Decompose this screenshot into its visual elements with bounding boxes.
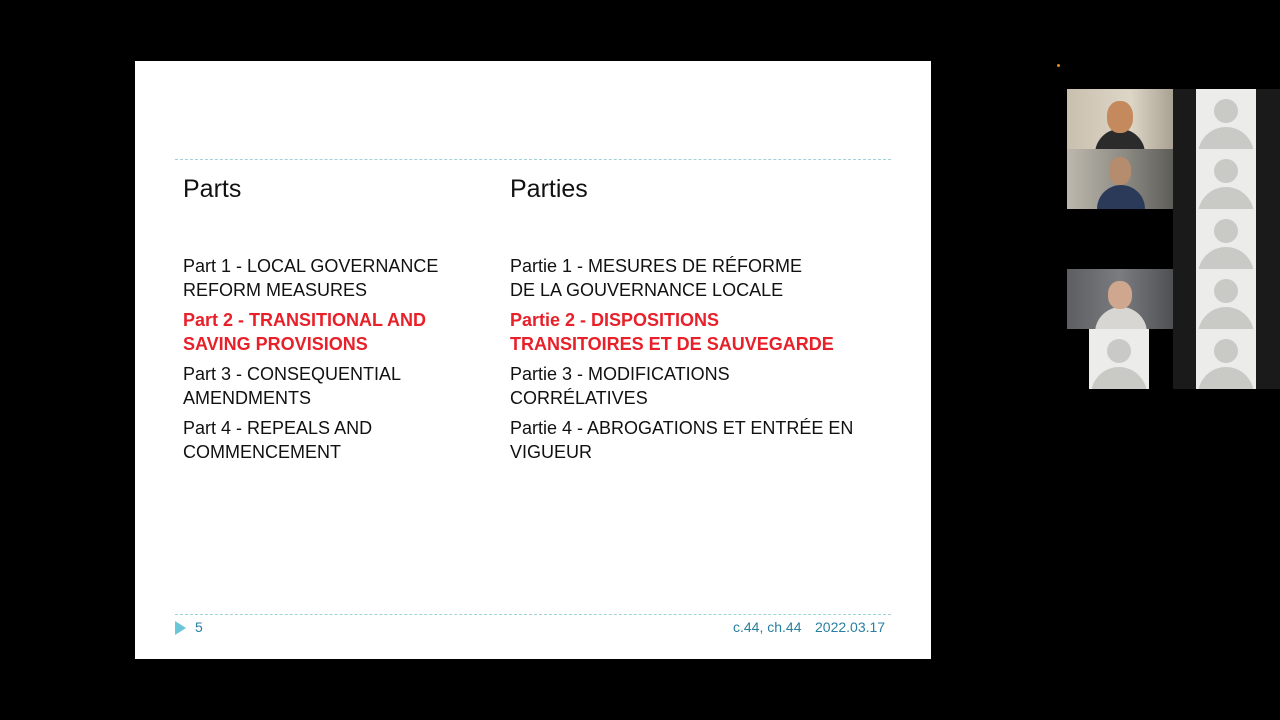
- participant-placeholder[interactable]: [1196, 329, 1256, 389]
- user-placeholder-icon: [1214, 159, 1238, 183]
- person-head: [1109, 157, 1131, 185]
- person-head: [1107, 101, 1133, 133]
- french-part-3-line1: Partie 3 - MODIFICATIONS: [510, 364, 730, 384]
- french-part-4-line1: Partie 4 - ABROGATIONS ET ENTRÉE EN: [510, 418, 854, 438]
- slide-date: 2022.03.17: [815, 619, 886, 635]
- french-column: [510, 171, 910, 471]
- french-part-4-line2: VIGUEUR: [510, 441, 593, 462]
- user-placeholder-body: [1198, 187, 1254, 209]
- french-part-1-line2: DE LA GOUVERNANCE LOCALE: [510, 279, 784, 300]
- slide-top-rule: [175, 159, 891, 160]
- user-placeholder-icon: [1107, 339, 1131, 363]
- play-arrow-icon: [175, 621, 186, 635]
- french-part-2: [510, 309, 910, 356]
- user-placeholder-icon: [1214, 219, 1238, 243]
- english-column: [183, 171, 483, 471]
- french-part-2-line2: TRANSITOIRES ET DE SAUVEGARDE: [510, 333, 834, 354]
- english-part-4-line2: COMMENCEMENT: [183, 441, 341, 462]
- english-part-1-line1: Part 1 - LOCAL GOVERNANCE: [183, 256, 439, 276]
- user-placeholder-body: [1198, 367, 1254, 389]
- participant-placeholder[interactable]: [1196, 269, 1256, 329]
- participant-placeholder[interactable]: [1089, 329, 1149, 389]
- participant-gallery: [1067, 89, 1280, 389]
- english-part-3-line1: Part 3 - CONSEQUENTIAL: [183, 364, 402, 384]
- user-placeholder-body: [1198, 247, 1254, 269]
- english-part-3-line2: AMENDMENTS: [183, 387, 312, 408]
- empty-slot: [1067, 209, 1173, 269]
- french-heading: Parties: [510, 175, 588, 203]
- french-part-1: [510, 255, 910, 302]
- user-placeholder-body: [1091, 367, 1147, 389]
- english-part-2-line1: Part 2 - TRANSITIONAL AND: [183, 310, 427, 330]
- shared-slide: [135, 61, 931, 659]
- chapter-reference: c.44, ch.44: [733, 619, 802, 635]
- person-head: [1108, 281, 1132, 309]
- user-placeholder-icon: [1214, 99, 1238, 123]
- french-part-2-line1: Partie 2 - DISPOSITIONS: [510, 310, 720, 330]
- english-part-2-line2: SAVING PROVISIONS: [183, 333, 368, 354]
- english-part-1: [183, 255, 483, 302]
- english-heading: Parts: [183, 175, 242, 203]
- user-placeholder-icon: [1214, 279, 1238, 303]
- participant-placeholder[interactable]: [1196, 89, 1256, 149]
- user-placeholder-body: [1198, 307, 1254, 329]
- participant-video-1[interactable]: [1067, 89, 1173, 149]
- slide-bottom-rule: [175, 614, 891, 615]
- slide-number: 5: [195, 619, 203, 635]
- french-part-4: [510, 417, 910, 464]
- french-part-3: [510, 363, 910, 410]
- english-part-3: [183, 363, 483, 410]
- participant-video-2[interactable]: [1067, 149, 1173, 209]
- participant-placeholder[interactable]: [1196, 209, 1256, 269]
- user-placeholder-body: [1198, 127, 1254, 149]
- french-part-3-line2: CORRÉLATIVES: [510, 387, 648, 408]
- status-dot: [1057, 64, 1060, 67]
- french-part-1-line1: Partie 1 - MESURES DE RÉFORME: [510, 256, 803, 276]
- participant-placeholder[interactable]: [1196, 149, 1256, 209]
- user-placeholder-icon: [1214, 339, 1238, 363]
- participant-video-3[interactable]: [1067, 269, 1173, 329]
- english-part-2: [183, 309, 483, 356]
- english-part-4: [183, 417, 483, 464]
- english-part-1-line2: REFORM MEASURES: [183, 279, 368, 300]
- english-part-4-line1: Part 4 - REPEALS AND: [183, 418, 373, 438]
